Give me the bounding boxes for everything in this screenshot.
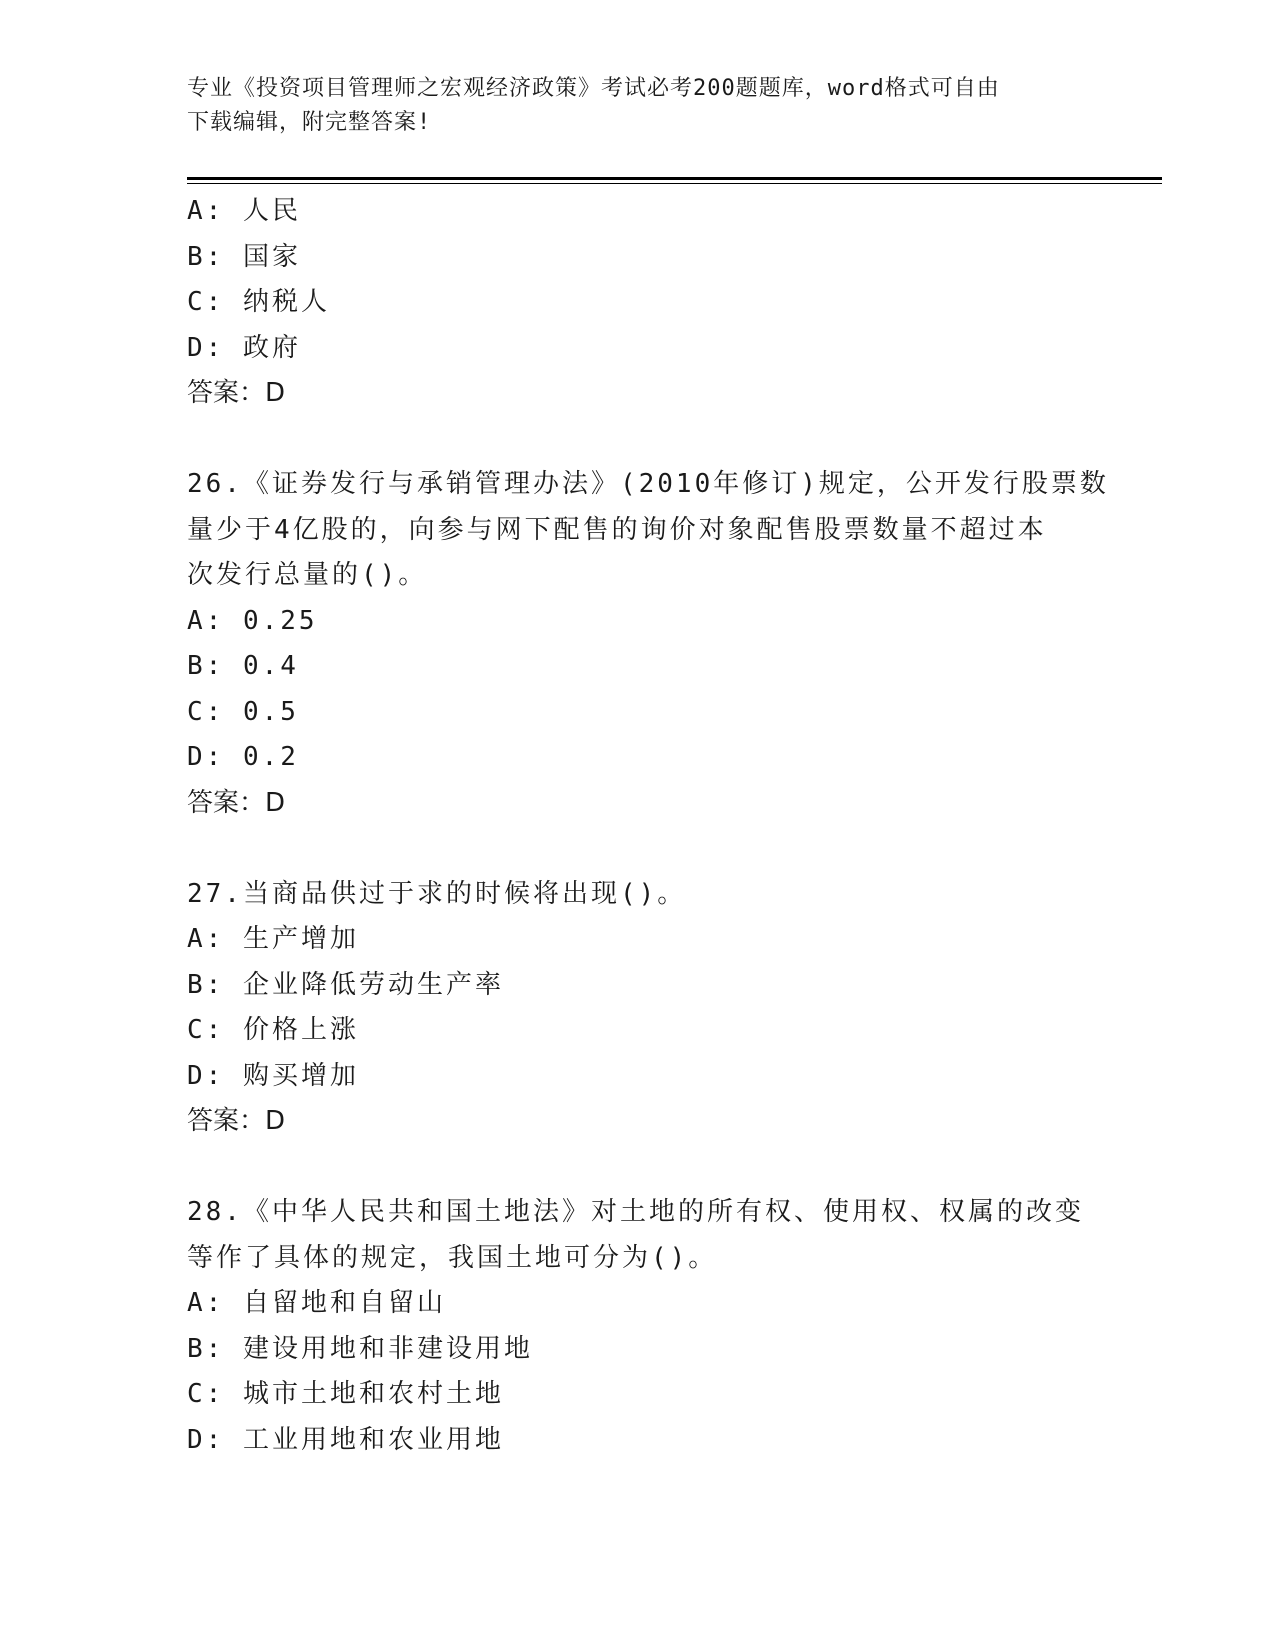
option-b: B: 建设用地和非建设用地: [187, 1333, 533, 1364]
option-c: C: 价格上涨: [187, 1015, 359, 1045]
header-divider-thick: [187, 177, 1162, 180]
question-text-line: 26.《证券发行与承销管理办法》(2010年修订)规定，公开发行股票数: [187, 469, 1109, 499]
question-25: [187, 189, 1087, 417]
option-b: B: 国家: [187, 241, 301, 272]
option-a: A: 人民: [187, 196, 301, 226]
header-line-1: 专业《投资项目管理师之宏观经济政策》考试必考200题题库，word格式可自由: [187, 76, 1000, 101]
option-b: B: 0.4: [187, 651, 299, 681]
spacer: [187, 826, 1087, 872]
option-b: B: 企业降低劳动生产率: [187, 969, 504, 1000]
question-27: [187, 872, 1087, 1145]
question-28: [187, 1190, 1087, 1463]
option-c: C: 0.5: [187, 696, 299, 727]
document-header: [187, 72, 1087, 140]
question-list: [187, 189, 1109, 1463]
header-divider-thin: [187, 183, 1162, 184]
header-line-2: 下载编辑，附完整答案!: [187, 110, 432, 135]
option-d: D: 工业用地和农业用地: [187, 1424, 504, 1455]
question-text-line: 量少于4亿股的，向参与网下配售的询价对象配售股票数量不超过本: [187, 514, 1047, 545]
question-text-line: 28.《中华人民共和国土地法》对土地的所有权、使用权、权属的改变: [187, 1197, 1084, 1227]
option-a: A: 自留地和自留山: [187, 1288, 446, 1318]
question-text-line: 次发行总量的()。: [187, 560, 428, 590]
option-c: C: 城市土地和农村土地: [187, 1379, 504, 1409]
option-a: A: 0.25: [187, 605, 318, 636]
option-d: D: 购买增加: [187, 1060, 359, 1091]
option-d: D: 政府: [187, 332, 301, 363]
option-c: C: 纳税人: [187, 287, 330, 317]
answer-line: 答案：D: [187, 1106, 286, 1136]
spacer: [187, 1145, 1087, 1191]
answer-line: 答案：D: [187, 378, 286, 408]
option-d: D: 0.2: [187, 742, 299, 772]
spacer: [187, 417, 1087, 463]
question-text-line: 27.当商品供过于求的时候将出现()。: [187, 878, 687, 909]
question-text-line: 等作了具体的规定，我国土地可分为()。: [187, 1242, 718, 1273]
option-a: A: 生产增加: [187, 924, 359, 954]
question-26: [187, 462, 1109, 826]
answer-line: 答案：D: [187, 787, 286, 818]
